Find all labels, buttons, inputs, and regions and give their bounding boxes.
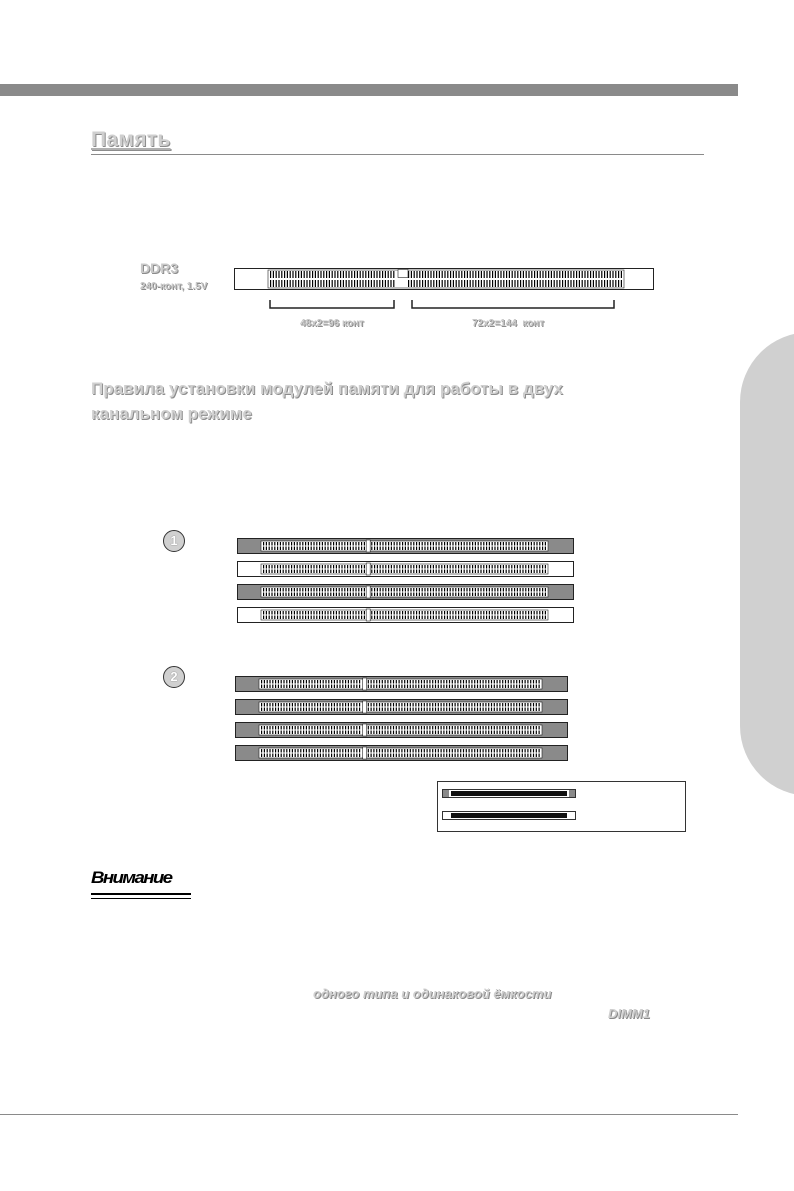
slot-contact-area (261, 564, 548, 574)
title-rule (91, 154, 704, 155)
slot-key-notch (366, 609, 370, 621)
note-underline (91, 893, 191, 895)
slot-contact-area (261, 610, 548, 620)
slot-key-notch (363, 701, 367, 713)
page-title: Память (91, 128, 171, 151)
dimm-slot-4 (236, 746, 568, 761)
note-fragment-same-type: одного типа и одинаковой ёмкости (313, 986, 552, 1001)
right-pins-label: 72x2=144 конт (472, 318, 545, 329)
dimm-slot-2 (238, 562, 574, 577)
left-pins-bracket (270, 300, 394, 308)
ddr3-module-diagram (234, 268, 654, 318)
ddr3-label: DDR3 (140, 260, 179, 276)
step-2-badge: 2 (163, 666, 185, 688)
side-tab (740, 332, 794, 796)
module-key-notch (398, 270, 408, 278)
legend-empty-slot (442, 811, 576, 820)
ddr3-spec: 240-конт, 1.5V (140, 281, 208, 292)
dual-channel-title: Правила установки модулей памяти для работы в двух канальном режиме (91, 379, 563, 423)
legend-filled-slot (442, 789, 576, 798)
dimm-slot-4 (238, 608, 574, 623)
slot-key-notch (366, 540, 370, 552)
left-pins-label: 48x2=96 конт (300, 318, 364, 329)
slot-key-notch (363, 724, 367, 736)
dimm-slot-3 (236, 723, 568, 738)
step-2-slots-diagram (235, 676, 568, 764)
slot-key-notch (366, 563, 370, 575)
note-title: Внимание (91, 868, 172, 887)
step-1-badge: 1 (163, 530, 185, 552)
dimm-slot-3 (238, 585, 574, 600)
slot-contact-area (261, 541, 548, 551)
note-fragment-dimm1: DIMM1 (608, 1006, 650, 1021)
dimm-slot-1 (236, 677, 568, 692)
slot-key-notch (363, 747, 367, 759)
right-pins-bracket (412, 300, 614, 308)
slot-contact-area (261, 587, 548, 597)
slot-key-notch (363, 678, 367, 690)
dimm-slot-1 (238, 539, 574, 554)
step-1-slots-diagram (237, 538, 574, 626)
header-band (0, 84, 738, 96)
dimm-slot-2 (236, 700, 568, 715)
footer-rule (0, 1114, 738, 1115)
slot-key-notch (366, 586, 370, 598)
note-underline-thin (91, 898, 191, 899)
slot-legend (437, 781, 686, 832)
